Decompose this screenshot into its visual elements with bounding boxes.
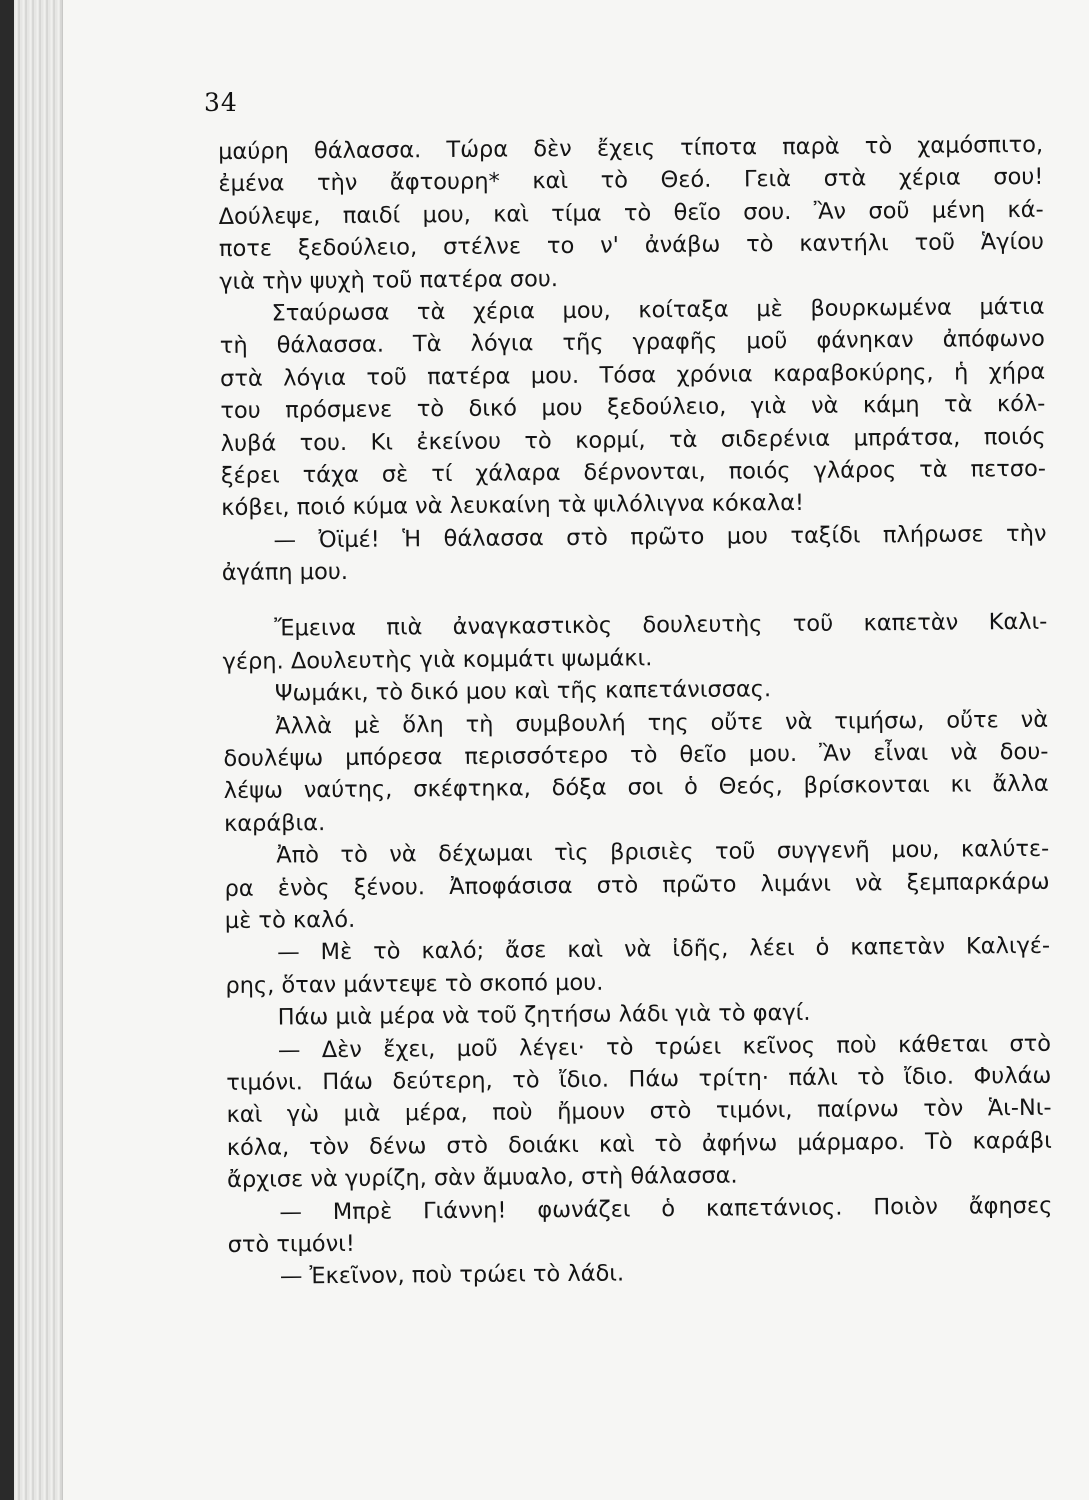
text-line: τὴ θάλασσα. Τὰ λόγια τῆς γραφῆς μοῦ φάνηκαν ἀπόφωνο [219,326,1045,360]
text-line: κόλα, τὸν δένω στὸ δοιάκι καὶ τὸ ἀφήνω μάρμαρο. Τὸ καράβι [226,1127,1052,1161]
text-line: κόβει, ποιό κύμα νὰ λευκαίνη τὰ ψιλόλιγνα κόκαλα! [221,490,805,522]
text-line: καὶ γὼ μιὰ μέρα, ποὺ ἤμουν στὸ τιμόνι, παίρνω τὸν Ἁι-Νι- [226,1095,1052,1129]
text-line: Ἀλλὰ μὲ ὅλη τὴ συμβουλή της οὔτε νὰ τιμήσω, οὔτε νὰ [275,706,1049,740]
text-line: — Ἐκεῖνον, ποὺ τρώει τὸ λάδι. [279,1260,625,1290]
text-line: — Μπρὲ Γιάννη! φωνάζει ὁ καπετάνιος. Ποιὸν ἄφησες [279,1192,1053,1226]
text-line: στὰ λόγια τοῦ πατέρα μου. Τόσα χρόνια καραβοκύρης, ἡ χήρα [220,358,1046,392]
text-line: Σταύρωσα τὰ χέρια μου, κοίταξα μὲ βουρκωμένα μάτια [271,293,1045,327]
text-line: — Δὲν ἔχει, μοῦ λέγει· τὸ τρώει κεῖνος ποὺ κάθεται στὸ [277,1030,1052,1064]
text-line: λυβά του. Κι ἐκείνου τὸ κορμί, τὰ σιδερένια μπράτσα, ποιός [220,423,1046,457]
text-line: Ἀπὸ τὸ νὰ δέχωμαι τὶς βρισιὲς τοῦ συγγενῆ μου, καλύτε- [276,835,1050,869]
text-line: Πάω μιὰ μέρα νὰ τοῦ ζητήσω λάδι γιὰ τὸ φαγί. [277,1000,811,1031]
text-line: τιμόνι. Πάω δεύτερη, τὸ ἴδιο. Πάω τρίτη· πάλι τὸ ἴδιο. Φυλάω [226,1062,1052,1096]
text-line: ἀγάπη μου. [221,558,349,587]
text-line: δουλέψω μπόρεσα περισσότερο τὸ θεῖο μου. Ἂν εἶναι νὰ δου- [223,738,1049,773]
text-line: ἐμένα τὴν ἄφτουρη* καὶ τὸ Θεό. Γειὰ στὰ χέρια σου! [218,164,1044,198]
text-line: γιὰ τὴν ψυχὴ τοῦ πατέρα σου. [219,265,559,295]
text-line: Δούλεψε, παιδί μου, καὶ τίμα τὸ θεῖο σου. Ἂν σοῦ μένη κά- [218,196,1044,230]
text-line: ρα ἑνὸς ξένου. Ἀποφάσισα στὸ πρῶτο λιμάνι νὰ ξεμπαρκάρω [224,868,1050,902]
text-line: — Μὲ τὸ καλό; ἄσε καὶ νὰ ἰδῆς, λέει ὁ καπετὰν Καλιγέ- [277,933,1051,966]
text-line: Ψωμάκι, τὸ δικό μου καὶ τῆς καπετάνισσας. [274,676,772,707]
page-number: 34 [204,88,238,117]
text-line: γέρη. Δουλευτὴς γιὰ κομμάτι ψωμάκι. [222,645,653,675]
text-line: ξέρει τάχα σὲ τί χάλαρα δέρνονται, ποιός γλάρος τὰ πετσο- [220,455,1047,489]
text-line: στὸ τιμόνι! [227,1230,355,1258]
text-line: ἄρχισε νὰ γυρίζη, σὰν ἄμυαλο, στὴ θάλασσα. [226,1162,738,1194]
body-text [218,129,1053,1294]
text-line: του πρόσμενε τὸ δικό μου ξεδούλειο, γιὰ νὰ κάμη τὰ κόλ- [220,390,1046,425]
text-line: ρης, ὅταν μάντεψε τὸ σκοπό μου. [225,969,604,999]
text-line: Ἔμεινα πιὰ ἀναγκαστικὸς δουλευτὴς τοῦ καπετὰν Καλι- [274,609,1048,642]
text-line: μὲ τὸ καλό. [224,906,356,934]
text-line: καράβια. [223,809,326,837]
text-line: — Ὀϊμέ! Ἡ θάλασσα στὸ πρῶτο μου ταξίδι πλήρωσε τὴν [273,520,1047,554]
text-line: ποτε ξεδούλειο, στέλνε το ν' ἀνάβω τὸ καντήλι τοῦ Ἁγίου [218,228,1045,263]
stacked-page-edges [0,0,63,1500]
text-line: μαύρη θάλασσα. Τώρα δὲν ἔχεις τίποτα παρὰ τὸ χαμόσπιτο, [218,131,1044,165]
text-line: λέψω ναύτης, σκέφτηκα, δόξα σοι ὁ Θεός, βρίσκονται κι ἄλλα [223,771,1049,805]
